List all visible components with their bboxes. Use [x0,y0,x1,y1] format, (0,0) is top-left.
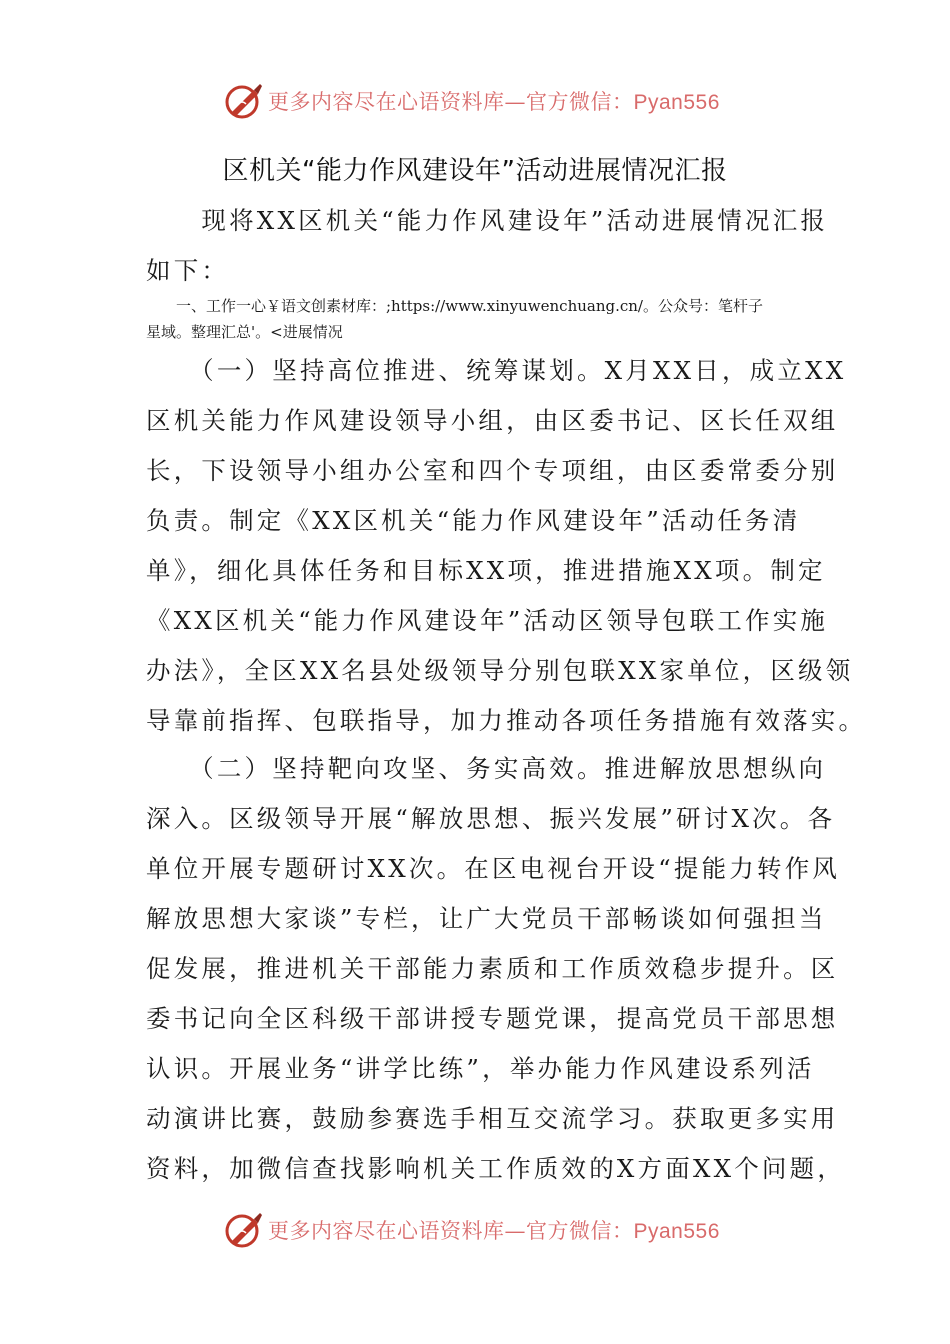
text-line: 一、工作一心￥语文创素材库：;https://www.xinyuwenchuang.cn/。公众号：笔杆子 [146,297,763,315]
text-line: 单》，细化具体任务和目标XX项，推进措施XX项。制定 [146,556,826,585]
text-line: 促发展，推进机关干部能力素质和工作质效稳步提升。区 [146,954,839,983]
pen-logo-icon [224,1211,264,1251]
document-title: 区机关“能力作风建设年”活动进展情况汇报 [222,156,728,186]
banner-text [268,86,720,116]
text-line: 长，下设领导小组办公室和四个专项组，由区委常委分别 [146,456,839,485]
paragraph-one [146,346,867,746]
section-heading [146,293,811,345]
text-line: 如下： [146,256,230,285]
pen-logo-icon [224,82,264,122]
banner-wechat-id: Pyan556 [633,91,720,114]
banner-brand: 更多内容尽在心语资料库 [268,90,505,114]
banner-brand: 更多内容尽在心语资料库 [268,1219,505,1243]
text-line: 办法》，全区XX名县处级领导分别包联XX家单位，区级领 [146,656,854,685]
text-line: 认识。开展业务“讲学比练”，举办能力作风建设系列活 [146,1054,815,1083]
banner-separator: — [504,1219,526,1243]
text-line: 深入。区级领导开展“解放思想、振兴发展”研讨X次。各 [146,804,836,833]
banner-wechat-label: 官方微信： [526,1219,634,1243]
text-line: 资料，加微信查找影响机关工作质效的X方面XX个问题， [146,1154,846,1183]
text-line: 负责。制定《XX区机关“能力作风建设年”活动任务清 [146,506,801,535]
banner-text [268,1215,720,1245]
banner-wechat-label: 官方微信： [526,90,634,114]
text-line: 区机关能力作风建设领导小组，由区委书记、区长任双组 [146,406,839,435]
text-line: （二）坚持靶向攻坚、务实高效。推进解放思想纵向 [146,754,827,783]
footer-banner [0,1211,950,1251]
text-line: 星域。整理汇总'。<进展情况 [146,323,343,341]
text-line: 动演讲比赛，鼓励参赛选手相互交流学习。获取更多实用 [146,1104,839,1133]
text-line: 委书记向全区科级干部讲授专题党课，提高党员干部思想 [146,1004,839,1033]
text-line: 单位开展专题研讨XX次。在区电视台开设“提能力转作风 [146,854,841,883]
banner-wechat-id: Pyan556 [633,1220,720,1243]
paragraph-two [146,744,846,1194]
text-line: 导靠前指挥、包联指导，加力推动各项任务措施有效落实。 [146,706,867,735]
text-line: 解放思想大家谈”专栏，让广大党员干部畅谈如何强担当 [146,904,827,933]
intro-paragraph [146,196,829,296]
text-line: 现将XX区机关“能力作风建设年”活动进展情况汇报 [146,206,829,235]
header-banner [0,82,950,122]
banner-separator: — [504,90,526,114]
text-line: （一）坚持高位推进、统筹谋划。X月XX日，成立XX [146,356,847,385]
text-line: 《XX区机关“能力作风建设年”活动区领导包联工作实施 [146,606,829,635]
